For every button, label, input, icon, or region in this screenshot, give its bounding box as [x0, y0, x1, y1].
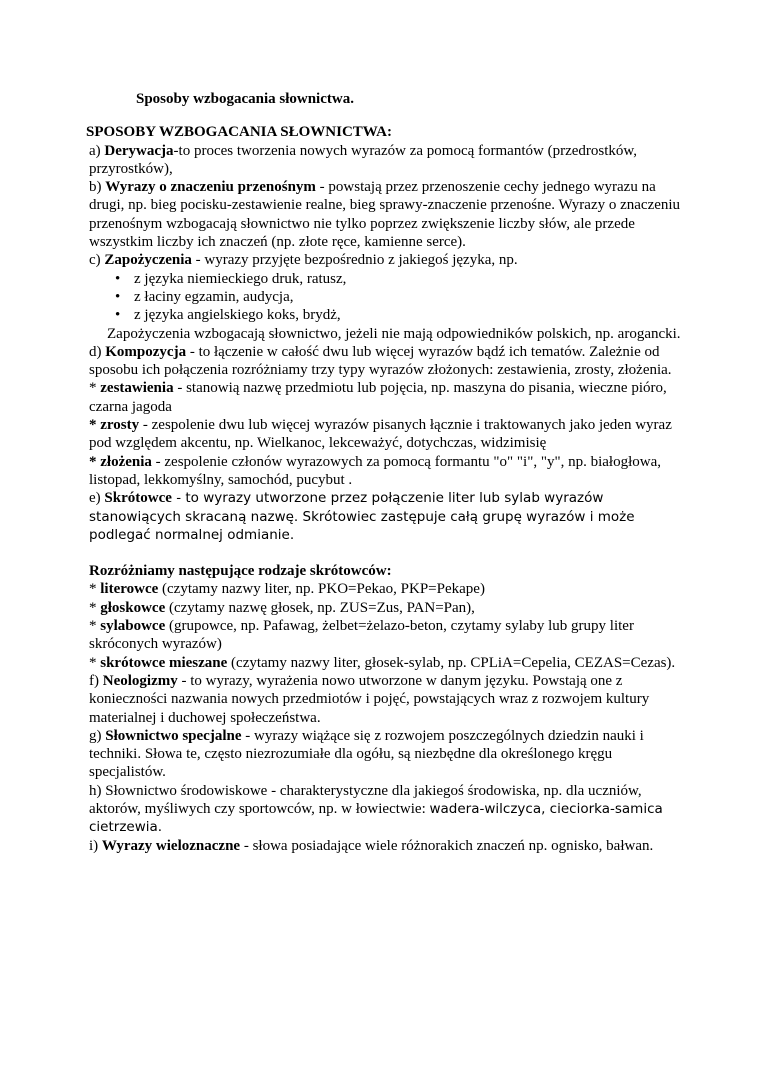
item-prefix: e)	[89, 490, 105, 507]
item-i-wieloznaczne	[89, 837, 689, 855]
item-prefix: *	[89, 599, 101, 616]
item-prefix: *	[89, 380, 101, 397]
item-prefix: f)	[89, 672, 103, 689]
item-zlozenia	[89, 453, 689, 490]
list-item-text: z łaciny egzamin, audycja,	[134, 288, 294, 305]
types-heading	[89, 562, 689, 580]
item-zestawienia	[89, 379, 689, 397]
item-text: - zespolenie członów wyrazowych za pomocą formantu "o" "i", "y", np. białogłowa, listopad, lekkomyślny, samochód, pucybut .	[89, 453, 661, 488]
term-sylabowce: sylabowce	[100, 618, 166, 635]
item-prefix: *	[89, 654, 101, 671]
list-item-text: z języka niemieckiego druk, ratusz,	[134, 270, 347, 287]
item-text: - stanowią nazwę przedmiotu lub pojęcia, np. maszyna do pisania, wieczne pióro,	[173, 380, 667, 397]
term-gloskowce: głoskowce	[100, 599, 166, 616]
term-zapozyczenia: Zapożyczenia	[104, 252, 192, 269]
item-text-sans: wadera-wilczyca, cieciorka-samica cietrzewia.	[89, 800, 663, 836]
item-zrosty	[89, 416, 689, 453]
item-literowce	[89, 580, 689, 598]
item-text: - słowa posiadające wiele różnorakich znaczeń np. ognisko, bałwan.	[240, 837, 654, 854]
term-przenosne: Wyrazy o znaczeniu przenośnym	[105, 179, 316, 196]
term-kompozycja: Kompozycja	[105, 343, 187, 360]
term-mieszane: skrótowce mieszane	[100, 654, 228, 671]
item-b-przenosne	[89, 178, 689, 251]
main-heading: SPOSOBY WZBOGACANIA SŁOWNICTWA:	[86, 124, 392, 141]
item-text: (czytamy nazwy liter, głosek-sylab, np. CPLiA=Cepelia, CEZAS=Cezas).	[227, 654, 676, 671]
item-prefix: i)	[89, 837, 102, 854]
item-text: - wyrazy wiążące się z rozwojem poszczególnych dziedzin nauki i techniki. Słowa te, często niezrozumiałe dla ogółu, są niezbędne dla określonego kręgu specjalistów.	[89, 727, 644, 781]
document-title: Sposoby wzbogacania słownictwa.	[136, 91, 354, 107]
term-literowce: literowce	[100, 581, 159, 598]
item-h-srodowiskowe	[89, 782, 689, 837]
item-text: (czytamy nazwy liter, np. PKO=Pekao, PKP=Pekape)	[158, 581, 485, 598]
item-text: - wyrazy przyjęte bezpośrednio z jakiegoś języka, np.	[191, 252, 518, 269]
item-text: h) Słownictwo środowiskowe - charakterystyczne dla jakiegoś środowiska, np. dla uczniów, aktorów, myśliwych czy sportowców, np. w łowiectwie:	[89, 782, 642, 817]
item-d-kompozycja	[89, 343, 689, 380]
term-wieloznaczne: Wyrazy wieloznaczne	[101, 837, 241, 854]
list-item	[89, 288, 689, 306]
loanword-note: Zapożyczenia wzbogacają słownictwo, jeżeli nie mają odpowiedników polskich, np. arogancki.	[107, 325, 681, 342]
item-a-derywacja	[89, 142, 689, 179]
types-heading-text: Rozróżniamy następujące rodzaje skrótowców:	[89, 563, 392, 580]
item-text: - to wyrazy, wyrażenia nowo utworzone w danym języku. Powstają one z konieczności nazwania nowych przedmiotów i pojęć, powstających wraz z rozwojem kultury materialnej i duchowej społeczeństwa.	[89, 672, 650, 726]
item-prefix: c)	[89, 252, 105, 269]
item-prefix: a)	[89, 142, 105, 159]
zestawienia-extra: czarna jagoda	[89, 398, 172, 415]
loanword-list	[89, 270, 689, 325]
item-e-skrotowce	[89, 489, 689, 544]
item-g-specjalne	[89, 727, 689, 782]
item-f-neologizmy	[89, 672, 689, 727]
bullet-icon: •	[115, 307, 121, 324]
list-item	[89, 306, 689, 324]
item-text: -to proces tworzenia nowych wyrazów za pomocą formantów (przedrostków, przyrostków),	[89, 142, 637, 177]
term-zlozenia: * złożenia	[89, 453, 152, 470]
term-neologizmy: Neologizmy	[102, 672, 178, 689]
item-text: - powstają przez przenoszenie cechy jednego wyrazu na drugi, np. bieg pocisku-zestawienie realne, bieg sprawy-znaczenie przenośne. Wyrazy o znaczeniu przenośnym wzbogacają słownictwo nie tylko poprzez zwiększenie liczby słów, ale przede wszystkim liczby ich znaczeń (np. złote ręce, kamienne serce).	[89, 179, 681, 251]
document-content	[86, 90, 689, 855]
term-derywacja: Derywacja	[104, 142, 174, 159]
item-text: - zespolenie dwu lub więcej wyrazów pisanych łącznie i traktowanych jako jeden wyraz pod względem akcentu, np. Wielkanoc, lekceważyć, dotychczas, widzimisię	[89, 417, 672, 452]
term-zrosty: * zrosty	[89, 417, 140, 434]
bullet-icon: •	[115, 288, 121, 305]
item-prefix: b)	[89, 179, 106, 196]
item-text: - to łączenie w całość dwu lub więcej wyrazów bądź ich tematów. Zależnie od sposobu ich połączenia rozróżniamy trzy typy wyrazów złożonych: zestawienia, zrosty, złożenia.	[89, 343, 672, 379]
term-zestawienia: zestawienia	[100, 380, 174, 397]
item-mieszane	[89, 654, 689, 672]
term-skrotowce: Skrótowce	[104, 490, 172, 507]
item-c-zapozyczenia	[89, 251, 689, 269]
item-prefix: d)	[89, 343, 106, 360]
item-text: - to wyrazy utworzone przez połączenie liter lub sylab wyrazów stanowiących skracaną nazwę. Skrótowiec zastępuje całą grupę wyrazów i może podlegać normalnej odmianie.	[89, 490, 635, 543]
item-prefix: *	[89, 618, 101, 635]
term-specjalne: Słownictwo specjalne	[105, 727, 242, 744]
bullet-icon: •	[115, 270, 121, 287]
list-item	[89, 270, 689, 288]
item-text: (czytamy nazwę głosek, np. ZUS=Zus, PAN=Pan),	[165, 599, 475, 616]
section-gap	[89, 544, 689, 562]
item-prefix: *	[89, 581, 101, 598]
item-text: (grupowce, np. Pafawag, żelbet=żelazo-beton, czytamy sylaby lub grupy liter skróconych wyrazów)	[89, 618, 634, 653]
item-prefix: g)	[89, 727, 106, 744]
list-item-text: z języka angielskiego koks, brydż,	[134, 307, 341, 324]
item-sylabowce	[89, 617, 689, 654]
item-gloskowce	[89, 599, 689, 617]
